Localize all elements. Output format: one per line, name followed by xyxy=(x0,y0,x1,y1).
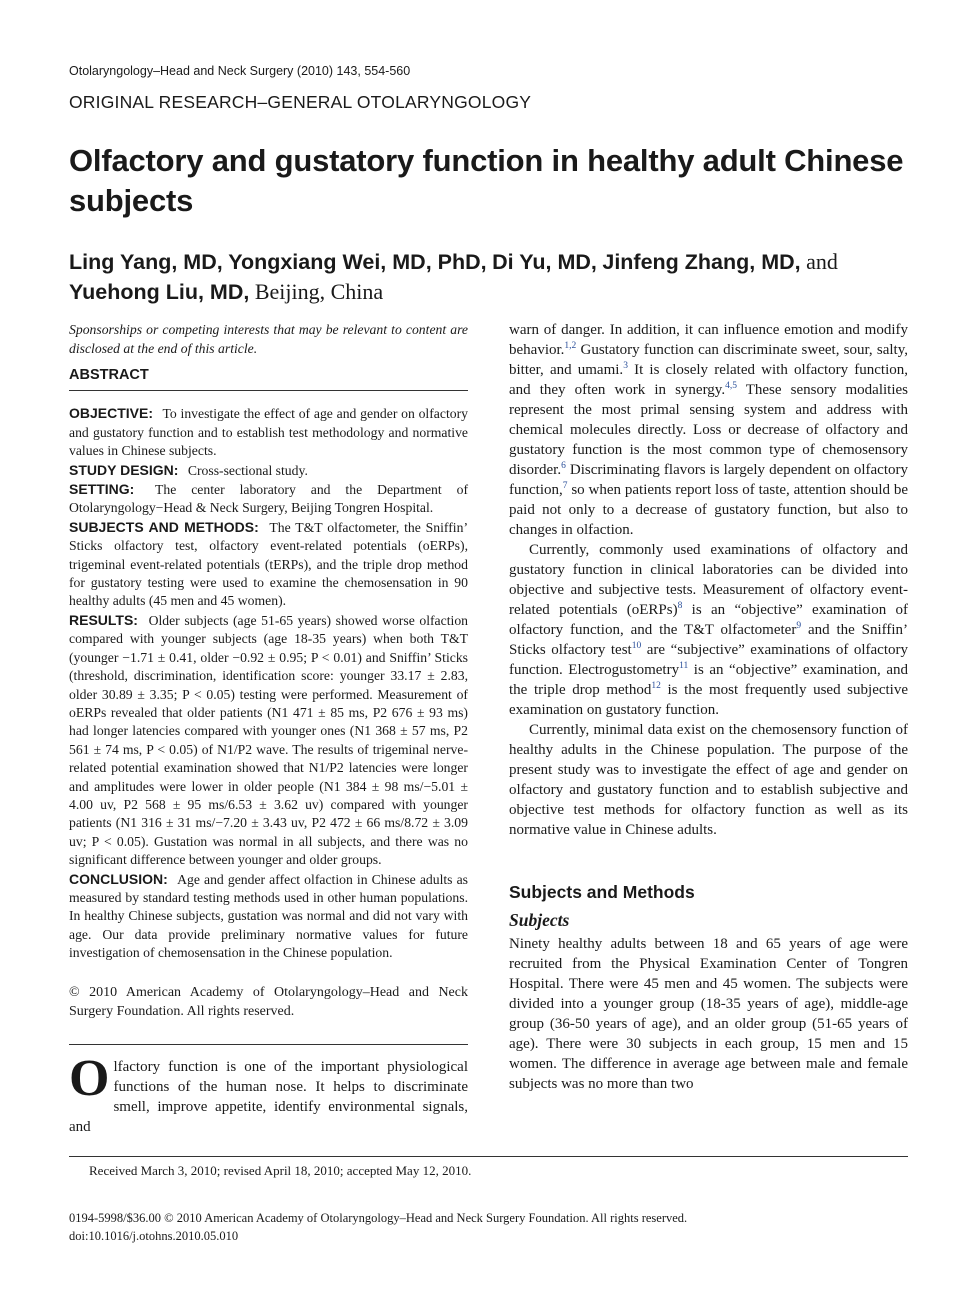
body-text: Discriminating flavors is largely dependent on olfactory function, xyxy=(509,462,908,498)
intro-paragraph xyxy=(69,1044,468,1137)
abstract-text: The T&T olfactometer, the Sniffin’ Sticks olfactory test, olfactory event-related potentials (oERPs), trigeminal event-related potentials (tERPs), and the triple drop method for gustatory testing were used to examine the chemosensation in 90 healthy adults (45 men and 45 women). xyxy=(69,519,468,609)
abstract-heading: ABSTRACT xyxy=(69,366,468,391)
abstract-text: Age and gender affect olfaction in Chinese adults as measured by standard testing methods used in other human populations. In healthy Chinese subjects, gustation was normal and did not vary with age. Our data provide preliminary normative values for future investigation of chemosensation in the Chinese population. xyxy=(69,871,468,961)
footer-divider xyxy=(69,1156,908,1157)
issn-line: 0194-5998/$36.00 © 2010 American Academy of Otolaryngology–Head and Neck Surgery Foundation. All rights reserved. xyxy=(69,1211,688,1225)
intro-paragraph-2 xyxy=(509,540,908,720)
abstract-label: OBJECTIVE: xyxy=(69,405,154,422)
author-conjunction: and xyxy=(806,249,838,274)
body-text: warn of danger. In addition, it can influence emotion and modify behavior. xyxy=(509,322,908,358)
copyright-note: © 2010 American Academy of Otolaryngology–Head and Neck Surgery Foundation. All rights reserved. xyxy=(69,984,468,1019)
subsection-heading: Subjects xyxy=(509,910,570,930)
abstract-text: The center laboratory and the Department of Otolaryngology−Head & Neck Surgery, Beijing Tongren Hospital. xyxy=(69,482,469,516)
citation-link[interactable]: 1,2 xyxy=(564,341,577,351)
journal-citation: Otolaryngology–Head and Neck Surgery (2010) 143, 554-560 xyxy=(69,64,411,78)
author-name: Jinfeng Zhang, MD, xyxy=(602,250,801,274)
abstract-label: SETTING: xyxy=(69,481,135,498)
abstract-text: To investigate the effect of age and gender on olfactory and gustatory function and to establish test methodology and normative values in Chinese subjects. xyxy=(69,406,468,459)
body-text: is the most frequently used subjective examination on gustatory function. xyxy=(509,682,908,718)
citation-link[interactable]: 11 xyxy=(679,661,689,671)
body-text: It is closely related with olfactory function, and they often work in synergy. xyxy=(509,362,908,398)
abstract-label: STUDY DESIGN: xyxy=(69,461,179,478)
citation-link[interactable]: 9 xyxy=(796,621,802,631)
abstract-design xyxy=(69,461,468,480)
methods-paragraph: Ninety healthy adults between 18 and 65 years of age were recruited from the Physical Examination Center of Tongren Hospital. There were 45 men and 45 women. The subjects were divided into a younger group (18-35 years of age), middle-age group (36-50 years of age), and an older group (51-65 years of age). There were 30 subjects in each group, 15 men and 15 women. The difference in average age between male and female subjects was no more than two xyxy=(509,936,908,1092)
citation-link[interactable]: 3 xyxy=(623,361,628,371)
abstract-text: Older subjects (age 51-65 years) showed worse olfaction compared with younger subjects (age 18-35 years) when both T&T (younger −1.71 ± 0.41, older −0.92 ± 0.95; P < 0.01) and Sniffin’ Sticks (threshold, discrimination, identification score: younger 33.17 ± 2.83, older 30.89 ± 3.35; P < 0.05) testing were performed. Measurement of oERPs revealed that older patients (N1 471 ± 85 ms, P2 676 ± 93 ms) had longer latencies compared with younger ones (N1 368 ± 57 ms, P2 561 ± 74 ms, P < 0.05) of N1/P2 wave. The results of trigeminal nerve-related potential examination showed that N1/P2 latencies were longer and amplitudes were lower in older people (N1 384 ± 98 ms/−5.01 ± 4.00 uv, P2 568 ± 95 ms/6.53 ± 3.62 uv) compared with younger patients (N1 316 ± 31 ms/−7.20 ± 3.43 uv, P2 472 ± 66 ms/8.72 ± 3.09 uv; P < 0.05). Gustation was normal in all subjects, and there was no significant difference between younger and older groups. xyxy=(69,612,469,868)
body-text: is an “objective” examination of olfactory function, and the T&T olfactometer xyxy=(509,602,908,638)
author-location: Beijing, China xyxy=(254,279,384,304)
abstract-label: CONCLUSION: xyxy=(69,870,168,887)
left-column xyxy=(69,320,468,1137)
abstract-conclusion xyxy=(69,870,468,963)
citation-link[interactable]: 7 xyxy=(562,481,568,491)
abstract-methods xyxy=(69,518,468,611)
citation-link[interactable]: 6 xyxy=(561,461,566,471)
body-text: Gustatory function can discriminate sweet, sour, salty, bitter, and umami. xyxy=(509,342,908,378)
author-name: Ling Yang, MD, xyxy=(69,250,223,274)
citation-link[interactable]: 12 xyxy=(651,681,661,691)
author-name: Yuehong Liu, MD, xyxy=(69,280,250,304)
disclosure-note: Sponsorships or competing interests that may be relevant to content are disclosed at the end of this article. xyxy=(69,322,468,356)
received-dates: Received March 3, 2010; revised April 18, 2010; accepted May 12, 2010. xyxy=(89,1163,472,1178)
right-column xyxy=(509,320,908,1094)
intro-paragraph-3: Currently, minimal data exist on the chemosensory function of healthy adults in the Chinese population. The purpose of the present study was to investigate the effect of age and gender on olfactory and gustatory function and to establish subjective and objective test methods for olfactory function as well as its normative value in Chinese adults. xyxy=(509,722,908,838)
body-text: These sensory modalities represent the most primal sensing system and address with chemical molecules directly. Loss or decrease of olfactory and gustatory function is the most common type of chemosensory disorder. xyxy=(509,382,908,478)
citation-link[interactable]: 8 xyxy=(677,601,683,611)
abstract-label: RESULTS: xyxy=(69,611,138,628)
abstract-results xyxy=(69,611,468,870)
citation-link[interactable]: 10 xyxy=(631,641,642,651)
section-heading: Subjects and Methods xyxy=(509,882,695,902)
abstract-text: Cross-sectional study. xyxy=(187,462,308,478)
section-header: ORIGINAL RESEARCH–GENERAL OTOLARYNGOLOGY xyxy=(69,92,532,112)
body-text: so when patients report loss of taste, attention should be paid not only to a decrease of gustatory function, but also to changes in olfaction. xyxy=(509,482,908,538)
author-name: Di Yu, MD, xyxy=(492,250,597,274)
abstract-label: SUBJECTS AND METHODS: xyxy=(69,518,259,535)
abstract-setting xyxy=(69,480,468,518)
drop-cap: O xyxy=(69,1049,110,1107)
article-title: Olfactory and gustatory function in healthy adult Chinese subjects xyxy=(69,143,904,218)
abstract-objective xyxy=(69,404,468,460)
author-list xyxy=(69,247,929,307)
citation-link[interactable]: 4,5 xyxy=(725,381,737,391)
intro-paragraph-continued xyxy=(509,320,908,540)
body-text: are “subjective” examinations of olfactory function. Electrogustometry xyxy=(509,642,908,678)
body-text: Currently, commonly used examinations of olfactory and gustatory function in clinical laboratories can be divided into objective and subjective tests. Measurement of olfactory event-related potentials (oERPs) xyxy=(509,542,908,618)
body-text: and the Sniffin’ Sticks olfactory test xyxy=(509,622,909,658)
author-name: Yongxiang Wei, MD, PhD, xyxy=(228,250,487,274)
doi-link[interactable]: doi:10.1016/j.otohns.2010.05.010 xyxy=(69,1229,239,1243)
intro-text: lfactory function is one of the important physiological functions of the human nose. It helps to discriminate smell, improve appetite, identify environmental signals, and xyxy=(69,1058,468,1135)
body-text: is an “objective” examination, and the triple drop method xyxy=(509,662,908,698)
